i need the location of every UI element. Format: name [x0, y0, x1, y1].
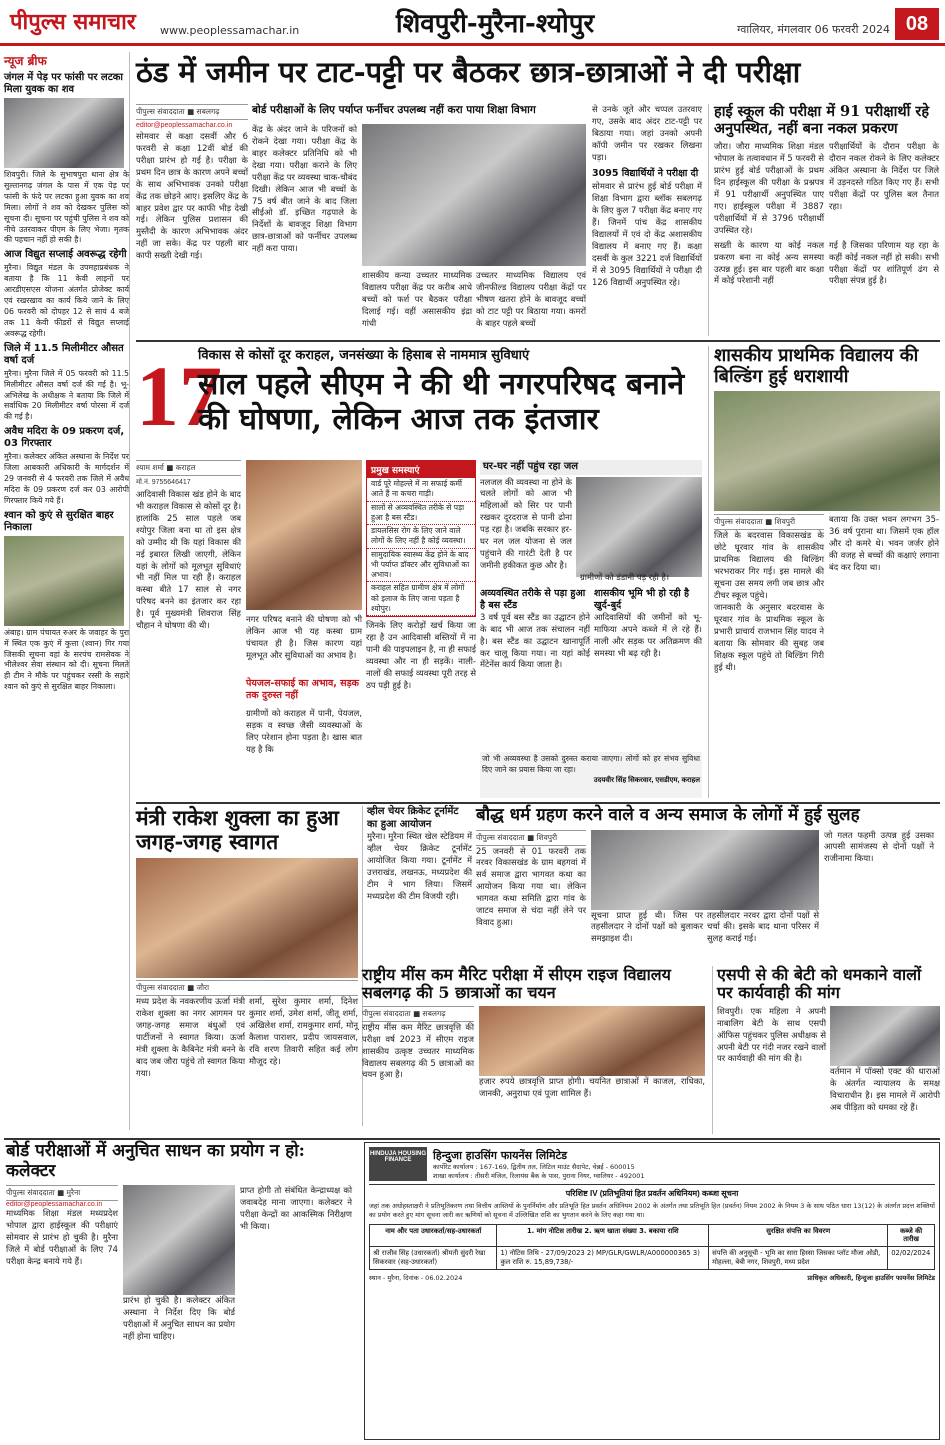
problems-column: [366, 460, 476, 798]
byline: पीपुल्स संवाददाता ■ सबलगढ़: [362, 1006, 474, 1022]
story-karahal-col1: [136, 460, 241, 798]
problem-item: सालों से अव्यवस्थित तरीके से पड़ा हुआ है बस स्टैंड।: [367, 502, 475, 526]
photo-caption: उच्चतर माध्यमिक विद्यालय एवं जीनफील्ड विद्यालय परीक्षा केंद्रों पर भीषण खतरा होने के बावजूद बच्चों को टाट पट्टी पर बिठाया गया। कमरों के बाहर पहले बच्चों: [476, 270, 586, 328]
drain-photo: [246, 460, 362, 610]
place-date: स्थान - मुरैना, दिनांक - 06.02.2024: [369, 1273, 463, 1282]
officer-quote: [480, 752, 702, 798]
table-header: सुरक्षित संपत्ति का विवरण: [709, 1224, 888, 1247]
headline: व्हील चेयर क्रिकेट टूर्नामेंट का हुआ आयोजन: [367, 806, 459, 830]
article-text: आदिवासियों की जमीनों को भू-माफिया अपने कब्जे में ले रहे हैं। नाली और सड़क पर अतिक्रमण की समस्या भी बढ़ रही है।: [594, 611, 702, 658]
article-text: ग्रामीणों को डंडानी पड़ रही है।: [580, 572, 670, 582]
meeting-photo: [591, 830, 819, 910]
article-text: मुरैना। मुरैना स्थित खेल स्टेडियम में व्हील चेयर क्रिकेट टूर्नामेंट आयोजित किया गया। टूर्नामेंट में उत्तराखंड, लखनऊ, मध्यप्रदेश की टीम ने भाग लिया। जिसमें मध्यप्रदेश की टीम विजयी रही।: [367, 831, 472, 901]
buddh-story: [476, 806, 940, 964]
brief-text: अंबाह। ग्राम पंचायत रुअर के जवाहर के पुरा में स्थित एक कुएं में कुत्ता (श्वान) गिर गया जिसकी सूचना वहां के सरपंच रामसेवक ने भीलेश्वर सेवा संस्थान को दी। सूचना मिलते ही टीम ने मौके पर पहुंचकर रस्सी के सहारे श्वान को कुएं से सुरक्षित बाहर निकाला।: [4, 627, 129, 692]
problem-item: डायलसिस रोग के लिए जाने वाले लोगों के लिए नहीं है कोई व्यवस्था।: [367, 525, 475, 549]
brief-headline: श्वान को कुएं से सुरक्षित बाहर निकाला: [4, 509, 114, 533]
article-text: आदिवासी विकास खंड होने के बाद भी कराहल विकास से कोसों दूर है। हालांकि 25 साल पहले जब श्योपुर जिला बना था तो इस क्षेत्र को उम्मीद थी कि यहां विकास की नई इबारत लिखी जाएगी, लेकिन यहां के लोगों को मूलभूत सुविधाएं भी नहीं मिल पा रही हैं। कराहल कस्बा बीते 17 साल से नगर परिषद बनने का इंतजार कर रहा है। पूर्व मुख्यमंत्री शिवराज सिंह चौहान ने घोषणा की थी।: [136, 489, 241, 631]
company-logo: HINDUJA HOUSING FINANCE: [369, 1147, 427, 1181]
problems-title: प्रमुख समस्याएं: [367, 461, 475, 478]
land-title: शासकीय भूमि भी हो रही है खुर्द-बुर्द: [594, 588, 690, 611]
headline: बोर्ड परीक्षाओं में अनुचित साधन का प्रयोग न हो: कलेक्टर: [6, 1141, 305, 1181]
article-text: शिवपुरी। एक महिला ने अपनी नाबालिग बेटी के साथ एसपी ऑफिस पहुंचकर पुलिस अधीक्षक से अपनी बेटी पर गंदी नजर रखने वालों पर कार्यवाही की मांग की है।: [717, 1005, 826, 1064]
article-text: नलजल की व्यवस्था ना होने के चलते लोगों को आज भी महिलाओं को सिर पर पानी रखकर दूरदराज से पानी ढोना पड़ रहा है। जबकि सरकार हर-घर नल जल योजना से जल पहुंचाने की गारंटी देती है पर जमीनी हकीकत कुछ और है।: [480, 476, 572, 570]
collector-story: [6, 1142, 358, 1440]
land-story: [594, 588, 702, 748]
headline: राष्ट्रीय मींस कम मैरिट परीक्षा में सीएम राइज विद्यालय सबलगढ़ की 5 छात्राओं का चयन: [362, 965, 671, 1003]
branch-address: शाखा कार्यालय : तीसरी मंजिल, रिलायंस बैंक के पास, पुराना नियर, ग्वालियर - 492001: [433, 1171, 645, 1180]
table-cell: संपत्ति की अनुसूची - भूमि का सारा हिस्सा जिसका प्लॉट मौजा ओडी, मोहल्ला, बेबी नगर, शिवपुरी, मध्य प्रदेश: [709, 1247, 888, 1270]
news-brief-label: न्यूज ब्रीफ: [4, 54, 47, 68]
subhead: पेयजल-सफाई का अभाव, सड़क तक दुरुस्त नहीं: [246, 678, 359, 701]
brief-photo: [4, 98, 124, 168]
kicker: विकास से कोसों दूर कराहल, जनसंख्या के हिसाब से नाममात्र सुविधाएं: [198, 348, 530, 363]
quote-officer: उदयवीर सिंह सिकरवार, एसडीएम, कराहल: [593, 776, 700, 784]
table-header-row: [370, 1224, 935, 1247]
problem-item: वार्ड पूरे मोहल्ले में ना सफाई कर्मी आते हैं ना कचरा गाड़ी।: [367, 478, 475, 502]
byline: पीपुल्स संवाददाता ■ शिवपुरी: [476, 830, 586, 846]
article-text: सोमवार से प्रारंभ हुई बोर्ड परीक्षा में शिक्षा विभाग द्वारा ब्लॉक सबलगढ़ के लिए कुल 7 परीक्षा केंद्र बनाए गए हैं। जिनमें पांच केंद्र शासकीय विद्यालयों में एवं दो केंद्र अशासकीय विद्यालय में बनाए गए हैं। कक्षा दसवीं के कुल 3221 दर्ज विद्यार्थियों में से 3095 विद्यार्थियों ने परीक्षा दी 126 विद्यार्थी अनुपस्थित रहे।: [592, 181, 702, 287]
company-address: कार्पोरेट कार्यालय : 167-169, द्वितीय तल, लिटिल माउंट सैदापेट, चेन्नई - 600015: [433, 1162, 635, 1171]
issue-date: ग्वालियर, मंगलवार 06 फरवरी 2024: [737, 23, 890, 36]
article-text: सोमवार से कक्षा दसवीं और 6 फरवरी से कक्षा 12वीं बोर्ड की परीक्षा प्रारंभ हो गई है। परीक्षा के प्रथम दिन छात्र के कारण अपने बच्चों के साथ अभिभावक उनको परीक्षा केंद्र तक छोड़ने आए। इसलिए केंद्र के बाहर प्रवेश द्वार पर काफी भीड़ देखी गई। लेकिन पुलिस प्रशासन की मुस्तैदी के कारण अभिभावक अंदर नहीं जा सके। केंद्र पर पहली बार कापी सख्ती देखी गई।: [136, 131, 248, 261]
sp-complaint-story: [712, 966, 940, 1134]
big-number: 17: [136, 348, 222, 444]
story-exam-col4: [592, 104, 702, 336]
brief-item: [4, 510, 129, 693]
article-text: ग्रामीणों को कराहल में पानी, पेयजल, सड़क व स्वच्छ जैसी व्यवस्थाओं के लिए परेशान होना पड़ता है। खास बात यह है कि: [246, 708, 362, 754]
school-collapse-story: [708, 346, 940, 798]
article-text: गई है जिसका परिणाम यह रहा के कहीं कोई नकल नहीं हो सकी। सभी परीक्षा केंद्रों पर शांतिपूर्ण ढंग से परीक्षा संपन्न हुई है।: [829, 239, 939, 286]
water-title: घर-घर नहीं पहुंच रहा जल: [480, 460, 702, 475]
story-exam-headline: ठंड में जमीन पर टाट-पट्टी पर बैठकर छात्र-छात्राओं ने दी परीक्षा: [136, 55, 801, 89]
news-brief-sidebar: [4, 52, 130, 1130]
phone: मो.नं. 9755646417: [136, 479, 191, 486]
article-text: शर्मा, सुरेश कुमार शर्मा, दिनेश कुमार शर्मा, उमेश शर्मा, जीतू शर्मा, अखिलेश शर्मा, रामकुमार शर्मा, मोनू कैलाश पाराशर, प्रदीप जायसवाल, रवि शरण तिवारी सहित कई लोग मौजूद रहे।: [249, 996, 358, 1066]
article-text: राष्ट्रीय मींस कम मैरिट छात्रवृत्ति की परीक्षा वर्ष 2023 में सीएम राइज शासकीय उत्कृष्ट उच्चतर माध्यमिक विद्यालय सबलगढ़ की 5 छात्राओं का चयन हुआ है।: [362, 1021, 474, 1080]
article-text: प्राप्त होगी तो संबंधित केन्द्राध्यक्ष को जवाबदेह माना जाएगा। कलेक्टर ने परीक्षा केन्द्रों का आकस्मिक निरीक्षण भी किया।: [240, 1185, 352, 1231]
brief-headline: जिले में 11.5 मिलीमीटर औसत वर्षा दर्ज: [4, 342, 124, 366]
article-text: तहसीलदार नरवर द्वारा दोनों पक्षों से चर्चा की। इसके बाद थाना परिसर में सुलह कराई गई।: [707, 909, 819, 944]
brief-item: [4, 249, 129, 339]
hinduja-notice-ad: [364, 1142, 940, 1440]
means-merit-story: [362, 966, 707, 1134]
divider: [136, 802, 940, 804]
brief-text: मुरैना। विद्युत मंडल के उपमहाप्रबंधक ने बताया है कि 11 केवी लाइनों पर आरडीएसएस योजना अंतर्गत प्रोजेक्ट कार्य एवं रखरखाव का कार्य किये जाने के लिए 06 फरवरी को दोपहर 12 से सायं 4 बजे तक 11 केवी फीडरों से विद्युत सप्लाई अवरूद्ध रहेगी।: [4, 263, 129, 338]
newspaper-logo: पीपुल्स समाचार: [10, 9, 136, 35]
article-text: हजार रुपये छात्रवृत्ति प्राप्त होगी। चयनित छात्राओं में काजल, राधिका, जानकी, अनुराधा एवं पूजा शामिल हैं।: [479, 1075, 705, 1098]
article-text: 3 वर्ष पूर्व बस स्टैंड का उद्घाटन होने के बाद भी आज तक संचालन नहीं है। बस स्टैंड का उद्घाटन खानापूर्ति कर चालू किया गया। ना यहां कोई मेंटेनेंस कार्य किया जाता है।: [480, 611, 590, 670]
minister-story: [136, 806, 358, 1136]
article-text: प्रारंभ हो चुकी है। कलेक्टर अंकित अस्थाना ने निर्देश दिए कि बोर्ड परीक्षाओं में अनुचित साधन का प्रयोग नहीं होना चाहिए।: [123, 1295, 235, 1341]
collector-photo: [123, 1185, 235, 1295]
page-number: 08: [895, 8, 939, 40]
headline: मंत्री राकेश शुक्ला का हुआ जगह-जगह स्वागत: [136, 805, 339, 855]
article-text: जो गलत फहमी उत्पन्न हुई उसका आपसी सामंजस्य से दोनों पक्षों ने राजीनामा किया।: [824, 829, 934, 864]
article-text: केंद्र के अंदर जाने के परिजनों को रोकने देखा गया। परीक्षा केंद्र के बाहर कलेक्टर प्रतिनिधि को भी देखा गया। परीक्षा कराने के लिए परीक्षा केंद्र पर व्यवस्था चाक-चौबंद दिखी। लेकिन आज भी बच्चों के 75 वर्ष बीत जाने के बाद जिला सीईओ डॉ. इच्छित गढ़पाले के निर्देशों के बावजूद शिक्षा विभाग छात्र-छात्राओं को फर्नीचर उपलब्ध नहीं करा पाया।: [252, 124, 357, 254]
water-photo: [576, 477, 702, 577]
brief-text: मुरैना। कलेक्टर अंकित अस्थाना के निर्देश पर जिला आबकारी अधिकारी के मार्गदर्शन में 29 जनवरी से 4 फरवरी तक जिले में अवैध मदिरा के 09 प्रकरण दर्ज कर 03 आरोपी गिरफ्तार किये गये हैं।: [4, 452, 129, 505]
email: editor@peoplessamachar.co.in: [136, 122, 233, 129]
article-text: वर्तमान में पॉक्सो एक्ट की धाराओं के अंतर्गत न्यायालय के समक्ष विचाराधीन है। इस मामले में आरोपी अब पीड़िता को धमका रहे हैं।: [830, 1065, 940, 1112]
problem-item: सामुदायिक स्वास्थ्य केंद्र होने के बाद भी पर्याप्त डॉक्टर और सुविधाओं का अभाव।: [367, 549, 475, 583]
article-text: 25 जनवरी से 01 फरवरी तक नरवर विकासखंड के ग्राम बहगवां में सर्व समाज द्वारा भागवत कथा का आयोजन किया गया था। लेकिन भागवत कथा समिति द्वारा गांव के जाटव समाज से चंदा नहीं लेने पर विवाद हुआ।: [476, 845, 586, 928]
article-text: जिनके लिए करोड़ों खर्च किया जा रहा है उन आदिवासी बस्तियों में ना पानी की पाइपलाइन है, ना ही सफाई व्यवस्था और ना ही सड़कें। नाली-नालों की सफाई व्यवस्था पूरी तरह से ठप पड़ी हुई है।: [366, 620, 476, 690]
divider: [4, 1138, 940, 1140]
website-url[interactable]: www.peoplessamachar.in: [160, 24, 300, 37]
table-header: 1. मांग नोटिस तारीख 2. ऋण खाता संख्या 3. बकाया राशि: [497, 1224, 709, 1247]
quote-text: जो भी अव्यवस्था है उसको दुरुस्त कराया जाएगा। लोगों को हर संभव सुविधा दिए जाने का प्रयास किया जा रहा।: [482, 754, 700, 774]
company-name: हिन्दुजा हाउसिंग फायनेंस लिमिटेड: [433, 1148, 568, 1162]
photo-caption: शासकीय कन्या उच्चतर माध्यमिक विद्यालय परीक्षा केंद्र पर करीब आधे बच्चों को फर्श पर बैठकर परीक्षा दिलाई गई। वहीं असासकीय इंद्रा गांधी: [362, 270, 472, 328]
story-absent-students: [708, 104, 940, 336]
water-story: [480, 460, 702, 580]
problems-box: [366, 460, 476, 617]
table-cell: श्री राजीव सिंह (उधारकर्ता) श्रीमती सुंदरी रेखा सिकरवार (सह-उधारकर्ता): [370, 1247, 497, 1270]
brief-text: शिवपुरी। जिले के सुभाषपुरा थाना क्षेत्र के सुल्तानगढ़ जंगल के पास में एक पेड़ पर फांसी के फंदे पर लटका हुआ युवक का शव मिला। लोगों ने शव को देखकर पुलिस को सूचना दी। सूचना पर पहुंची पुलिस ने शव को नीचे उतरवाकर पीएम के लिए भेजा। मृतक की पहचान नहीं हो सकी है।: [4, 170, 129, 245]
brief-text: मुरैना। मुरैना जिले में 05 फरवरी को 11.5 मिलीमीटर औसत वर्षा दर्ज की गई है। भू-अभिलेख के अधीक्षक ने बताया कि जिले में सर्वाधिक 20 मिलीमीटर वर्षा पोरसा में दर्ज की गई है।: [4, 368, 129, 422]
brief-item: [4, 343, 129, 424]
complainant-photo: [830, 1006, 940, 1066]
byline: पीपुल्स संवाददाता ■ मुरैना: [6, 1185, 118, 1201]
story-exam-subhead: बोर्ड परीक्षाओं के लिए पर्याप्त फर्नीचर उपलब्ध नहीं करा पाया शिक्षा विभाग: [252, 104, 536, 116]
headline: एसपी से की बेटी को धमकाने वालों पर कार्यवाही की मांग: [717, 965, 922, 1003]
article-text: सूचना प्राप्त हुई थी। जिस पर तहसीलदार ने दोनों पक्षों को बुलाकर समझाइश दी।: [591, 909, 703, 944]
article-text: माध्यमिक शिक्षा मंडल मध्यप्रदेश भोपाल द्वारा हाईस्कूल की परीक्षाएं सोमवार से प्रारंभ हो चुकी है। मुरैना जिले में बोर्ड परीक्षाओं के लिए 74 परीक्षा केन्द्र बनाये गये हैं।: [6, 1208, 118, 1266]
notice-title: परिशिष्ट IV (प्रतिभूतियां हित प्रवर्तन अधिनियम) कब्जा सूचना: [565, 1189, 739, 1198]
story-karahal-headline: साल पहले सीएम ने की थी नगरपरिषद बनाने की घोषणा, लेकिन आज तक इंतजार: [198, 367, 685, 437]
brief-photo: [4, 536, 124, 626]
brief-headline: अवैध मदिरा के 09 प्रकरण दर्ज, 03 गिरफ्तार: [4, 426, 125, 450]
article-text: जानकारी के अनुसार बदरवास के घूरवार गांव के प्राथमिक स्कूल के प्रभारी प्राचार्य राजभान सिंह यादव ने बताया कि सोमवार की सुबह जब शिक्षक स्कूल पहुंचे तो बिल्डिंग गिरी हुई थी।: [714, 601, 824, 672]
students-photo: [479, 1006, 705, 1076]
story-exam-col1: [136, 104, 248, 336]
byline: पीपुल्स संवाददाता ■ जौरा: [136, 980, 358, 996]
article-text: बताया कि उक्त भवन लगभग 35-36 वर्ष पुराना था। जिसमें एक हॉल और दो कमरे थे। भवन जर्जर होने की वजह से बच्चों की कक्षाएं लगाना बंद कर दिया था।: [829, 514, 939, 573]
brief-headline: आज विद्युत सप्लाई अवरूद्ध रहेगी: [4, 249, 127, 261]
signatory: प्राधिकृत अधिकारी, हिन्दुजा हाउसिंग फायनेंस लिमिटेड: [807, 1273, 935, 1282]
headline: शासकीय प्राथमिक विद्यालय की बिल्डिंग हुई धराशायी: [714, 345, 919, 387]
section-title: शिवपुरी-मुरैना-श्योपुर: [395, 9, 595, 39]
article-text: से उनके जूते और चप्पल उतरवाए गए, उसके बाद अंदर टाट-पट्टी पर बिठाया गया। जहां उनको अपनी कॉपी जमीन पर रखकर लिखना पड़ा।: [592, 104, 702, 162]
email: editor@peoplessamachar.co.in: [6, 1201, 103, 1209]
brief-item: [4, 426, 129, 507]
busstand-title: अव्यवस्थित तरीके से पड़ा हुआ है बस स्टैंड: [480, 588, 586, 611]
masthead: [0, 0, 945, 46]
headline: बौद्ध धर्म ग्रहण करने वाले व अन्य समाज के लोगों में हुई सुलह: [476, 805, 860, 825]
byline: पीपुल्स संवाददाता ■ सबलगढ़: [136, 104, 248, 120]
table-header: नाम और पता उधारकर्ता/सह-उधारकर्ता: [370, 1224, 497, 1247]
article-text: सख्ती के कारण या कोई नकल प्रकरण बना ना कोई अन्य समस्या उत्पन्न हुई। इस बार पहली बार कक्षा में कोई परेशानी नहीं: [714, 239, 824, 286]
table-header: कब्जे की तारीख: [888, 1224, 935, 1247]
headline: हाई स्कूल की परीक्षा में 91 परीक्षार्थी रहे अनुपस्थित, नहीं बना नकल प्रकरण: [714, 103, 930, 137]
problem-item: कराहल सहित ग्रामीण क्षेत्र में लोगों को इलाज के लिए जाना पड़ता है श्योपुर।: [367, 582, 475, 616]
article-text: मध्य प्रदेश के नवकरणीय ऊर्जा मंत्री राकेश शुक्ला का नगर आगमन पर जगह-जगह समाज बंधुओं एवं पार्टीजनों ने स्वागत किया। ऊर्जा मंत्री शुक्ला के कैबिनेट मंत्री बनने के बाद जब जौरा पहुंचे तो स्वागत किया गया।: [136, 996, 246, 1078]
table-cell: 02/02/2024: [888, 1247, 935, 1270]
divider: [136, 340, 940, 342]
minister-welcome-photo: [136, 858, 358, 978]
article-text: परीक्षार्थियों के दौरान परीक्षा के दौरान नकल रोकने के लिए कलेक्टर अंकित अस्थाना के निर्देश पर जिले में उड़नदस्ते गठित किए गए हैं। सभी परीक्षा केंद्रों पर पुलिस बल तैनात रहा।: [829, 141, 939, 211]
article-text: जिले के बदरवास विकासखंड के छोटे घूरवार गांव के शासकीय प्राथमिक विद्यालय की बिल्डिंग भरभराकर गिर गई। इस मामले की सूचना उस समय लगी जब छात्र और टीचर स्कूल पहुंचे।: [714, 530, 824, 600]
article-text: जौरा। जौरा माध्यमिक शिक्षा मंडल भोपाल के तत्वावधान में 5 फरवरी से प्रारंभ हुई बोर्ड परीक्षाओं के प्रथम दिन हाईस्कूल की परीक्षा के प्रश्नपत्र में 91 परीक्षार्थी अनुपस्थित पाए गए। हाईस्कूल परीक्षा में 3887 परीक्षार्थियों में से 3796 परीक्षार्थी उपस्थित रहे।: [714, 141, 824, 235]
collapsed-building-photo: [714, 391, 940, 511]
photo-caption: नगर परिषद बनाने की घोषणा को भी लेकिन आज भी यह कस्बा ग्राम पंचायत ही है। जिस कारण यहां मूलभूत और सुविधाओं का अभाव है।: [246, 614, 362, 660]
table-row: [370, 1247, 935, 1270]
property-table: [369, 1224, 935, 1270]
brief-item: [4, 72, 129, 246]
exam-hall-photo: [362, 124, 586, 266]
table-cell: 1) नोटिस तिथि - 27/09/2023 2) MP/GLR/GWLR/A000000365 3) कुल राशि रु. 15,89,738/-: [497, 1247, 709, 1270]
subhead: 3095 विद्यार्थियों ने परीक्षा दी: [592, 167, 699, 179]
notice-text: जहां तक अधोहस्ताक्षरी ने प्रतिभूतिकरण तथा वित्तीय आस्तियों के पुनर्निर्माण और प्रतिभूति हित प्रवर्तन अधिनियम 2002 के अंतर्गत तथा प्रतिभूति हित (प्रवर्तन) नियम 2002 के नियम 3 के साथ पठित धारा 13(12) के अंतर्गत प्रदत्त शक्तियों का प्रयोग करते हुए मांग सूचना जारी कर ऋणियों को सूचना में उल्लिखित राशि का भुगतान करने के लिए कहा गया था।: [369, 1202, 935, 1219]
byline: श्याम शर्मा ■ कराहल: [136, 460, 241, 476]
byline: पीपुल्स संवाददाता ■ शिवपुरी: [714, 514, 824, 530]
brief-headline: जंगल में पेड़ पर फांसी पर लटका मिला युवक का शव: [4, 72, 124, 95]
